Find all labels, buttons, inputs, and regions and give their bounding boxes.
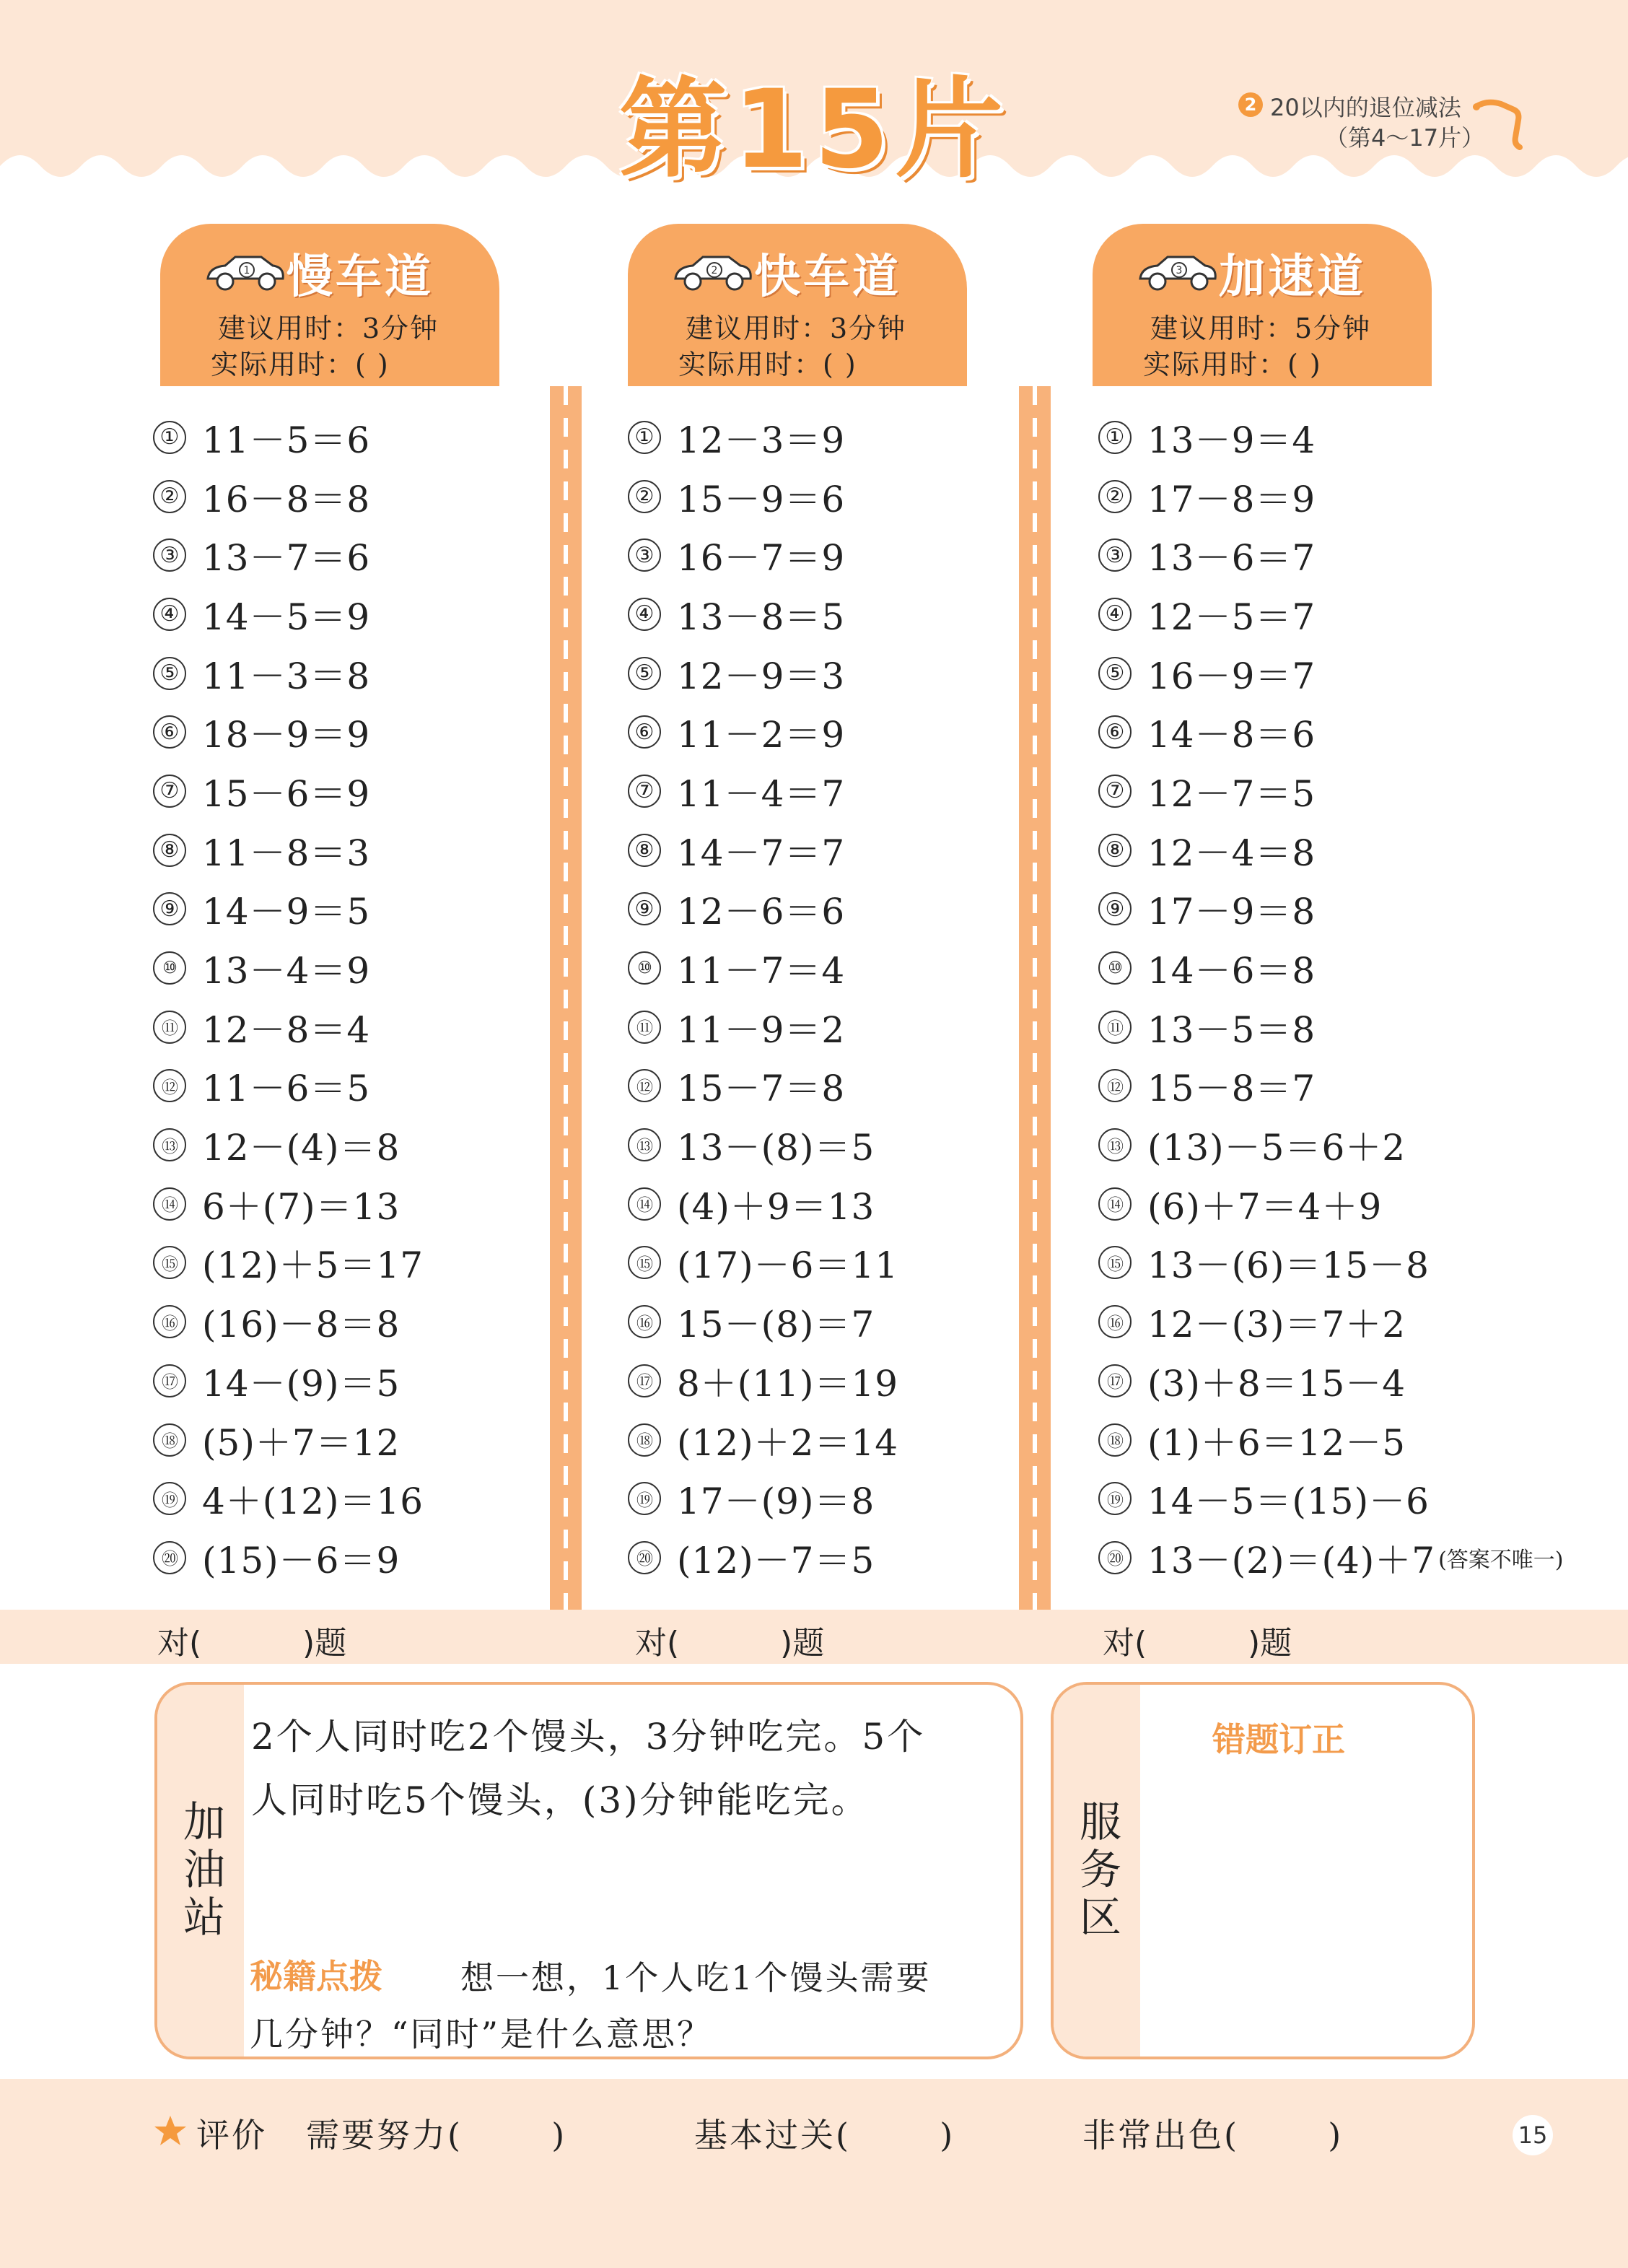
problem-equation: 14－8＝6: [1147, 714, 1316, 756]
problem-number: ⑰: [153, 1364, 186, 1397]
word-problem-line: 2个人同时吃2个馒头，3分钟吃完。5个: [251, 1716, 926, 1758]
problem-equation: (12)＋5＝17: [202, 1244, 424, 1287]
problem-row: [1098, 1115, 1603, 1174]
problem-number: ⑧: [628, 834, 661, 867]
problem-number: ③: [628, 538, 661, 572]
problem-number: ⑯: [153, 1305, 186, 1338]
problem-row: [628, 1115, 1133, 1174]
problem-row: [153, 1469, 658, 1528]
problem-equation: 14－5＝9: [202, 596, 371, 638]
problem-row: [628, 880, 1133, 939]
problem-equation: 11－3＝8: [202, 655, 371, 697]
race-car-icon: [1136, 250, 1219, 293]
problem-number: ⑭: [628, 1187, 661, 1221]
problem-equation: (15)－6＝9: [202, 1539, 401, 1582]
problem-number: ③: [1098, 538, 1132, 572]
problem-row: [1098, 762, 1603, 821]
problem-row: [153, 1528, 658, 1587]
problem-row: [628, 467, 1133, 526]
rating-needs-work: 需要努力( ): [306, 2116, 567, 2155]
problem-row: [628, 998, 1133, 1057]
problem-number: ④: [1098, 598, 1132, 631]
problem-equation: 15－(8)＝7: [677, 1304, 875, 1346]
problem-row: [153, 1174, 658, 1234]
word-problem-line: 人同时吃5个馒头，(3)分钟能吃完。: [251, 1779, 870, 1821]
problem-equation: 12－8＝4: [202, 1008, 371, 1051]
problem-equation: 12－9＝3: [677, 655, 846, 697]
problem-equation: 16－9＝7: [1147, 655, 1316, 697]
rating-label: 评价: [196, 2116, 267, 2155]
problem-row: [153, 998, 658, 1057]
problem-number: ①: [1098, 421, 1132, 454]
problem-number: ⑬: [1098, 1128, 1132, 1161]
problem-equation: 6＋(7)＝13: [202, 1185, 401, 1228]
problem-equation: 15－6＝9: [202, 772, 371, 815]
problem-number: ⑪: [1098, 1011, 1132, 1044]
problem-row: [1098, 644, 1603, 703]
problem-equation: (12)－7＝5: [677, 1539, 875, 1582]
problem-equation: 17－(9)＝8: [677, 1480, 875, 1523]
problem-number: ⑳: [1098, 1541, 1132, 1574]
problem-row: [628, 525, 1133, 585]
problem-number: ⑱: [153, 1423, 186, 1457]
problem-row: [153, 644, 658, 703]
problem-row: [628, 1351, 1133, 1410]
problem-number: ⑲: [628, 1482, 661, 1515]
suggested-time: 建议用时：3分钟: [686, 313, 907, 344]
problem-number: ⑲: [153, 1482, 186, 1515]
problem-row: [628, 702, 1133, 762]
actual-time: 实际用时：( ): [211, 349, 390, 380]
problem-equation: 11－5＝6: [202, 419, 371, 461]
problem-number: ⑦: [153, 775, 186, 808]
problem-row: [1098, 1410, 1603, 1470]
lane-title: 快车道: [754, 250, 901, 304]
svg-text:3: 3: [1176, 265, 1183, 276]
problem-number: ⑥: [628, 715, 661, 749]
problem-number: ⑫: [628, 1069, 661, 1102]
footer-band: [0, 2079, 1628, 2268]
problem-number: ⑤: [628, 657, 661, 690]
problem-equation: 13－7＝6: [202, 537, 371, 580]
problem-row: [153, 702, 658, 762]
problem-number: ②: [628, 480, 661, 513]
problem-row: [1098, 998, 1603, 1057]
problem-equation: 12－4＝8: [1147, 832, 1316, 874]
problem-row: [628, 762, 1133, 821]
problem-row: [628, 408, 1133, 467]
service-area-box: [1051, 1682, 1475, 2059]
problem-equation: 12－7＝5: [1147, 772, 1316, 815]
problem-number: ⑨: [153, 892, 186, 925]
problem-number: ⑤: [1098, 657, 1132, 690]
fuel-station-box: [154, 1682, 1023, 2059]
correction-title: 错题订正: [1212, 1720, 1345, 1759]
problem-row: [153, 1115, 658, 1174]
problem-number: ⑭: [1098, 1187, 1132, 1221]
problem-number: ⑪: [153, 1011, 186, 1044]
problem-number: ⑱: [628, 1423, 661, 1457]
problem-equation: 13－4＝9: [202, 950, 371, 993]
problem-equation: 11－2＝9: [677, 714, 846, 756]
problem-number: ⑳: [628, 1541, 661, 1574]
problem-equation: 12－6＝6: [677, 891, 846, 933]
problem-equation: 12－3＝9: [677, 419, 846, 461]
problem-equation: 11－6＝5: [202, 1068, 371, 1110]
suggested-time: 建议用时：5分钟: [1150, 313, 1372, 344]
problem-number: ⑩: [628, 951, 661, 985]
problem-number: ③: [153, 538, 186, 572]
problem-row: [1098, 1292, 1603, 1351]
problem-number: ⑮: [628, 1246, 661, 1279]
problem-equation: (5)＋7＝12: [202, 1421, 401, 1464]
problem-equation: 15－8＝7: [1147, 1068, 1316, 1110]
fuel-nozzle-icon: [1472, 94, 1530, 152]
problem-number: ④: [628, 598, 661, 631]
problem-number: ⑧: [153, 834, 186, 867]
race-car-icon: [671, 250, 754, 293]
problem-row: [153, 1351, 658, 1410]
problem-row: [1098, 1469, 1603, 1528]
race-car-icon: [204, 250, 286, 293]
problem-row: [1098, 880, 1603, 939]
problem-equation: 14－(9)＝5: [202, 1362, 401, 1405]
problem-number: ⑩: [1098, 951, 1132, 985]
problem-number: ①: [628, 421, 661, 454]
problem-equation: 14－7＝7: [677, 832, 846, 874]
unit-title: 20以内的退位减法: [1270, 94, 1461, 121]
word-problem: [251, 1705, 1002, 1832]
problem-equation: 14－9＝5: [202, 891, 371, 933]
answer-note: (答案不唯一): [1438, 1547, 1564, 1573]
problem-equation: 17－8＝9: [1147, 478, 1316, 520]
problem-equation: 13－(6)＝15－8: [1147, 1244, 1430, 1287]
problem-equation: 15－7＝8: [677, 1068, 846, 1110]
problem-equation: 13－6＝7: [1147, 537, 1316, 580]
problem-row: [1098, 938, 1603, 998]
problem-row: [153, 821, 658, 880]
problem-equation: 12－5＝7: [1147, 596, 1316, 638]
lane-title: 慢车道: [286, 250, 434, 304]
score-slow: 对( )题: [157, 1625, 347, 1662]
problem-equation: 11－4＝7: [677, 772, 846, 815]
svg-text:1: 1: [243, 265, 250, 276]
actual-time: 实际用时：( ): [678, 349, 857, 380]
problem-number: ⑳: [153, 1541, 186, 1574]
problem-row: [628, 1469, 1133, 1528]
problem-equation: (3)＋8＝15－4: [1147, 1362, 1406, 1405]
suggested-time: 建议用时：3分钟: [218, 313, 439, 344]
problem-row: [628, 821, 1133, 880]
problem-number: ⑥: [1098, 715, 1132, 749]
problem-number: ⑱: [1098, 1423, 1132, 1457]
problem-equation: 18－9＝9: [202, 714, 371, 756]
fuel-station-label: 加油站: [157, 1685, 244, 2057]
problem-row: [153, 585, 658, 644]
lane-title: 加速道: [1219, 250, 1366, 304]
problem-equation: (16)－8＝8: [202, 1304, 401, 1346]
service-area-label: 服务区: [1054, 1685, 1140, 2057]
problem-row: [628, 938, 1133, 998]
problem-list-slow: [153, 408, 658, 1587]
problem-number: ⑦: [1098, 775, 1132, 808]
problem-equation: 13－8＝5: [677, 596, 846, 638]
problem-number: ⑯: [628, 1305, 661, 1338]
problem-equation: (12)＋2＝14: [677, 1421, 899, 1464]
lane-header-slow: [160, 224, 499, 386]
problem-row: [153, 408, 658, 467]
problem-row: [153, 1410, 658, 1470]
problem-row: [153, 467, 658, 526]
actual-time: 实际用时：( ): [1143, 349, 1322, 380]
problem-number: ⑯: [1098, 1305, 1132, 1338]
problem-number: ⑬: [153, 1128, 186, 1161]
problem-list-accelerate: [1098, 408, 1603, 1587]
problem-equation: (1)＋6＝12－5: [1147, 1421, 1406, 1464]
problem-row: [628, 1057, 1133, 1116]
problem-equation: 12－(4)＝8: [202, 1127, 401, 1169]
problem-row: [1098, 1174, 1603, 1234]
problem-equation: 14－6＝8: [1147, 950, 1316, 993]
problem-row: [153, 880, 658, 939]
problem-number: ⑮: [153, 1246, 186, 1279]
problem-equation: 15－9＝6: [677, 478, 846, 520]
problem-equation: (4)＋9＝13: [677, 1185, 875, 1228]
problem-row: [153, 525, 658, 585]
problem-list-fast: [628, 408, 1133, 1587]
problem-row: [628, 1292, 1133, 1351]
problem-row: [1098, 525, 1603, 585]
problem-equation: 14－5＝(15)－6: [1147, 1480, 1430, 1523]
problem-row: [153, 1057, 658, 1116]
unit-badge: 2: [1238, 92, 1263, 117]
problem-number: ⑬: [628, 1128, 661, 1161]
problem-row: [628, 1234, 1133, 1293]
star-icon: [153, 2114, 188, 2148]
problem-number: ④: [153, 598, 186, 631]
problem-number: ⑦: [628, 775, 661, 808]
problem-row: [1098, 467, 1603, 526]
problem-number: ⑤: [153, 657, 186, 690]
problem-equation: 13－5＝8: [1147, 1008, 1316, 1051]
problem-number: ⑫: [153, 1069, 186, 1102]
problem-equation: 11－9＝2: [677, 1008, 846, 1051]
page-number: 15: [1513, 2115, 1553, 2155]
problem-equation: (17)－6＝11: [677, 1244, 899, 1287]
problem-equation: 17－9＝8: [1147, 891, 1316, 933]
hint-line: 几分钟？“同时”是什么意思？: [250, 2015, 713, 2054]
problem-number: ⑰: [1098, 1364, 1132, 1397]
score-fast: 对( )题: [635, 1625, 825, 1662]
rating-excellent: 非常出色( ): [1082, 2116, 1344, 2155]
problem-row: [628, 585, 1133, 644]
problem-equation: 16－7＝9: [677, 537, 846, 580]
problem-equation: 12－(3)＝7＋2: [1147, 1304, 1406, 1346]
problem-row: [1098, 585, 1603, 644]
lane-header-accelerate: [1093, 224, 1432, 386]
problem-number: ⑰: [628, 1364, 661, 1397]
problem-row: [628, 644, 1133, 703]
problem-row: [628, 1174, 1133, 1234]
problem-row: [1098, 1528, 1603, 1587]
problem-row: [1098, 408, 1603, 467]
problem-number: ⑧: [1098, 834, 1132, 867]
page-title: 第15片: [618, 67, 1010, 193]
problem-equation: 13－9＝4: [1147, 419, 1316, 461]
problem-row: [1098, 702, 1603, 762]
hint-title: 秘籍点拨: [250, 1957, 382, 1996]
problem-number: ⑮: [1098, 1246, 1132, 1279]
problem-number: ⑨: [1098, 892, 1132, 925]
problem-equation: 11－8＝3: [202, 832, 371, 874]
problem-number: ⑫: [1098, 1069, 1132, 1102]
problem-equation: 13－(2)＝(4)＋7: [1147, 1539, 1436, 1582]
problem-row: [153, 762, 658, 821]
problem-equation: 11－7＝4: [677, 950, 846, 993]
problem-row: [1098, 821, 1603, 880]
problem-number: ⑨: [628, 892, 661, 925]
problem-row: [153, 938, 658, 998]
problem-number: ⑲: [1098, 1482, 1132, 1515]
problem-equation: (6)＋7＝4＋9: [1147, 1185, 1383, 1228]
hint-line: 想一想，1个人吃1个馒头需要: [460, 1958, 932, 1997]
lane-header-fast: [628, 224, 967, 386]
problem-row: [1098, 1234, 1603, 1293]
problem-equation: 4＋(12)＝16: [202, 1480, 424, 1523]
unit-range: （第4～17片）: [1325, 124, 1485, 152]
problem-equation: 8＋(11)＝19: [677, 1362, 899, 1405]
problem-number: ①: [153, 421, 186, 454]
problem-equation: (13)－5＝6＋2: [1147, 1127, 1406, 1169]
problem-row: [153, 1234, 658, 1293]
problem-equation: 16－8＝8: [202, 478, 371, 520]
problem-row: [1098, 1057, 1603, 1116]
problem-number: ⑭: [153, 1187, 186, 1221]
svg-text:2: 2: [711, 265, 718, 276]
score-accelerate: 对( )题: [1103, 1625, 1292, 1662]
problem-number: ⑪: [628, 1011, 661, 1044]
problem-equation: 13－(8)＝5: [677, 1127, 875, 1169]
problem-row: [628, 1410, 1133, 1470]
rating-pass: 基本过关( ): [694, 2116, 955, 2155]
problem-row: [1098, 1351, 1603, 1410]
problem-number: ⑩: [153, 951, 186, 985]
problem-number: ②: [1098, 480, 1132, 513]
problem-number: ②: [153, 480, 186, 513]
problem-row: [628, 1528, 1133, 1587]
problem-row: [153, 1292, 658, 1351]
problem-number: ⑥: [153, 715, 186, 749]
